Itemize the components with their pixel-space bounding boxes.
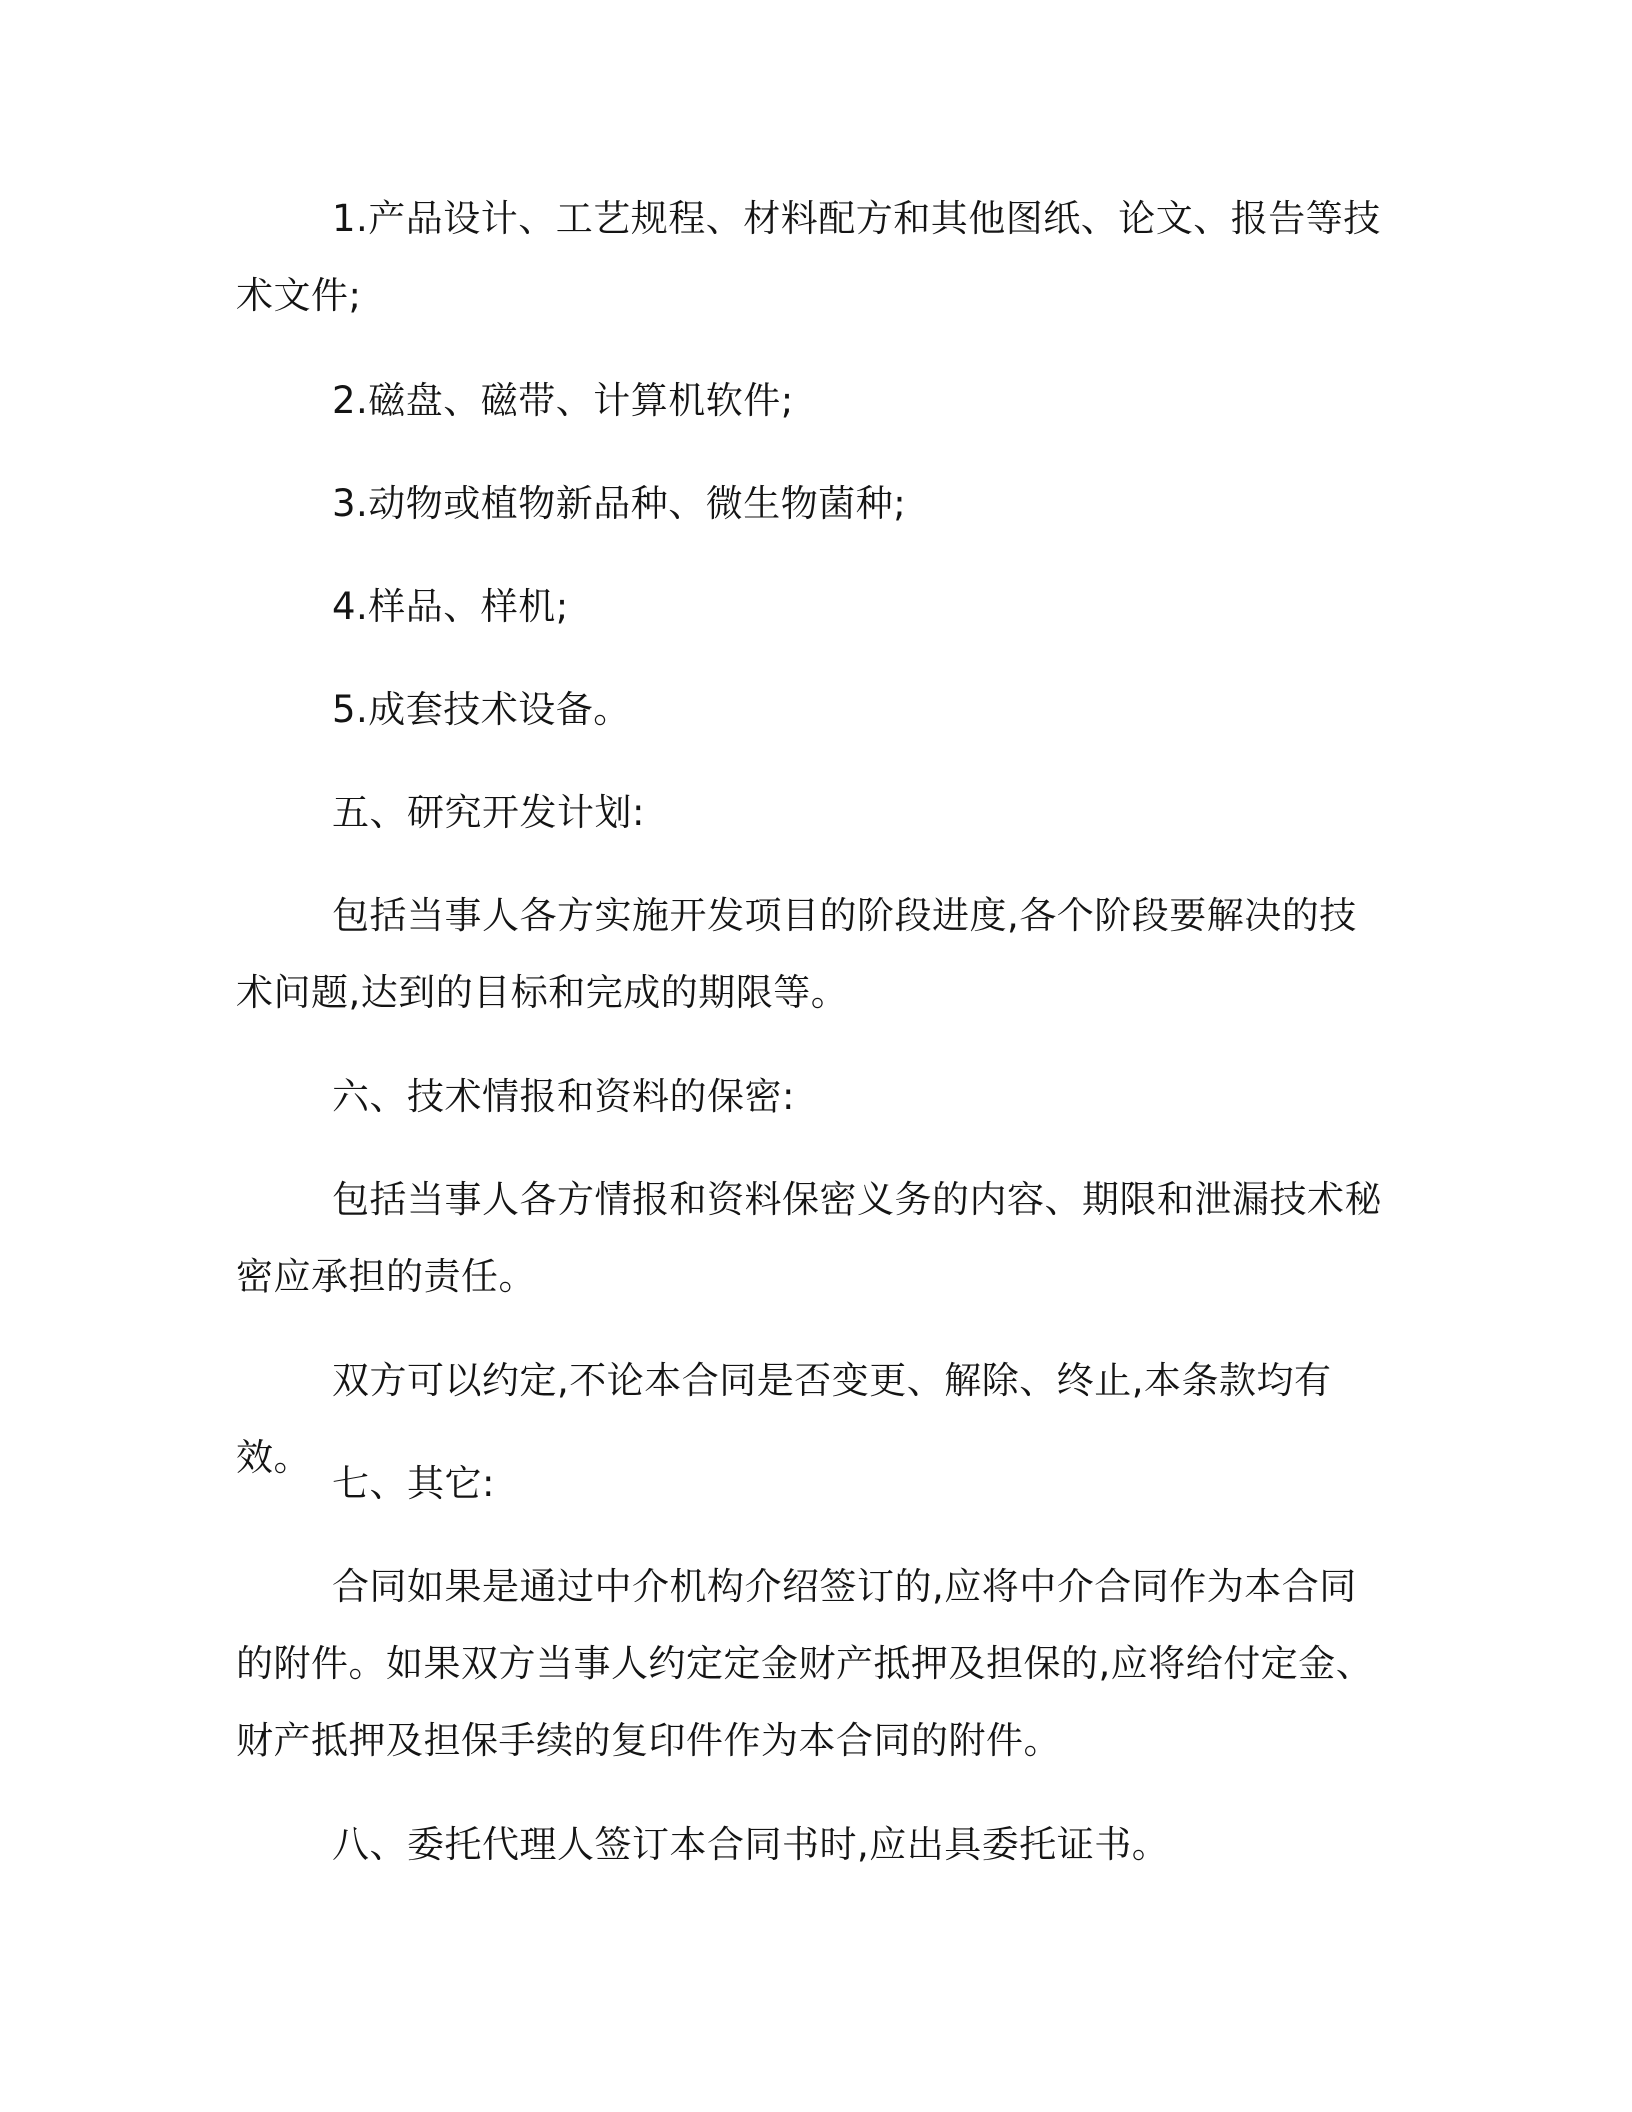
paragraph-item-1: 1.产品设计、工艺规程、材料配方和其他图纸、论文、报告等技术文件; xyxy=(236,197,1381,317)
section-heading-6: 六、技术情报和资料的保密: xyxy=(332,1075,795,1118)
paragraph-item-5: 5.成套技术设备。 xyxy=(332,688,631,731)
paragraph-item-3: 3.动物或植物新品种、微生物菌种; xyxy=(332,482,907,525)
section-heading-7: 七、其它: xyxy=(332,1462,495,1505)
paragraph-item-4: 4.样品、样机; xyxy=(332,585,569,628)
paragraph-others: 合同如果是通过中介机构介绍签订的,应将中介合同作为本合同的附件。如果双方当事人约定定金财产抵押及担保的,应将给付定金、财产抵押及担保手续的复印件作为本合同的附件。 xyxy=(236,1565,1374,1762)
paragraph-research-plan: 包括当事人各方实施开发项目的阶段进度,各个阶段要解决的技术问题,达到的目标和完成的期限等。 xyxy=(236,894,1357,1014)
paragraph-item-2: 2.磁盘、磁带、计算机软件; xyxy=(332,379,794,422)
paragraph-agreement-validity: 双方可以约定,不论本合同是否变更、解除、终止,本条款均有效。 xyxy=(236,1359,1332,1479)
paragraph-confidentiality: 包括当事人各方情报和资料保密义务的内容、期限和泄漏技术秘密应承担的责任。 xyxy=(236,1178,1382,1298)
section-heading-8: 八、委托代理人签订本合同书时,应出具委托证书。 xyxy=(332,1823,1170,1866)
section-heading-5: 五、研究开发计划: xyxy=(332,791,645,834)
